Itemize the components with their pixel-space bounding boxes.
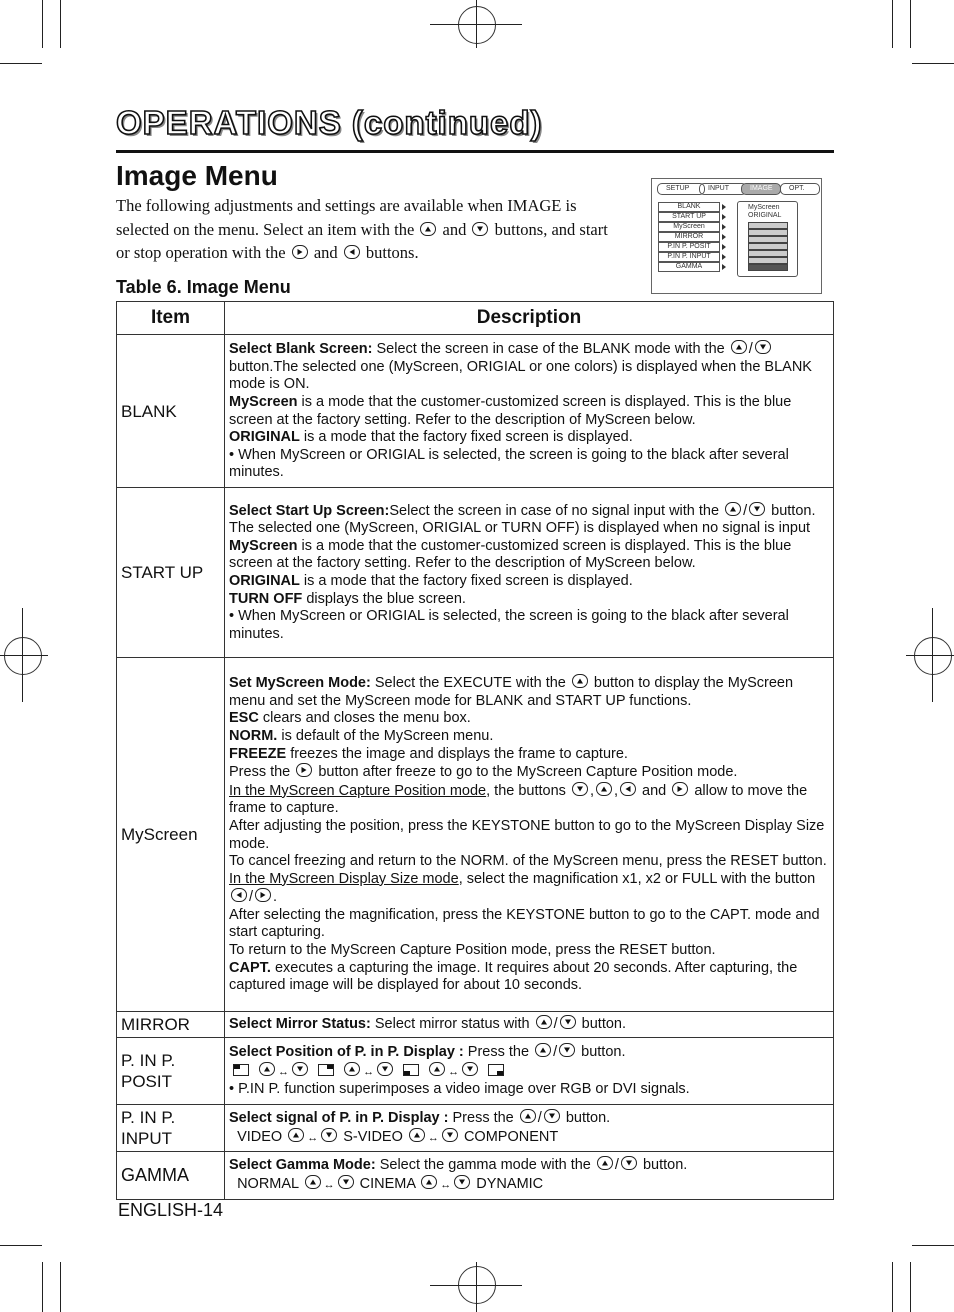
osd-menu-illustration — [651, 178, 822, 294]
down-button-icon — [560, 1015, 576, 1029]
up-button-icon — [535, 1043, 551, 1057]
table-row — [117, 1105, 834, 1152]
osd-color-bar — [748, 222, 788, 229]
crop-mark — [0, 1245, 42, 1246]
desc-blank: Select Blank Screen: Select the screen in case of the BLANK mode with the / button.The selected one (MyScreen, ORIGIAL or one colors) is displayed when the BLANK mode is ON. MyScreen is a mode that the customer-customized screen is displayed. This is the blue screen at the factory setting. Refer to the description of MyScreen below. ORIGINAL is a mode that the factory fixed screen is displayed. • When MyScreen or ORIGIAL is selected, the screen is going to the black after several minutes. — [225, 335, 834, 488]
registration-mark — [430, 1285, 522, 1286]
item-myscreen: MyScreen — [117, 658, 225, 1012]
table-row — [117, 335, 834, 488]
crop-mark — [912, 1245, 954, 1246]
up-button-icon — [536, 1015, 552, 1029]
registration-mark — [458, 6, 496, 44]
up-button-icon — [572, 674, 588, 688]
item-pinp-posit: P. IN P. POSIT — [117, 1038, 225, 1105]
osd-item-mirror: MIRROR — [658, 232, 720, 242]
left-button-icon — [231, 888, 247, 902]
osd-item-pinp-posit: P.IN P. POSIT — [658, 242, 720, 252]
up-button-icon — [596, 782, 612, 796]
down-button-icon — [338, 1175, 354, 1189]
up-button-icon — [429, 1062, 445, 1076]
double-arrow-icon: ↔ — [307, 1131, 319, 1144]
right-button-icon — [672, 782, 688, 796]
osd-color-bar — [748, 250, 788, 257]
registration-mark — [0, 655, 48, 656]
double-arrow-icon: ↔ — [278, 1065, 290, 1078]
up-button-icon — [420, 222, 436, 236]
down-button-icon — [749, 502, 765, 516]
crop-mark — [912, 63, 954, 64]
down-button-icon — [544, 1109, 560, 1123]
down-button-icon — [292, 1062, 308, 1076]
page-title: Image Menu — [116, 160, 278, 191]
item-startup: START UP — [117, 488, 225, 658]
up-button-icon — [305, 1175, 321, 1189]
osd-item-blank: BLANK — [658, 202, 720, 212]
down-button-icon — [572, 782, 588, 796]
up-button-icon — [409, 1128, 425, 1142]
osd-sub-myscreen: MyScreen — [748, 204, 780, 211]
bottom-left-position-icon — [403, 1064, 419, 1076]
table-row — [117, 1152, 834, 1200]
osd-sub-original: ORIGINAL — [748, 212, 782, 219]
registration-mark — [906, 655, 954, 656]
osd-item-gamma: GAMMA — [658, 262, 720, 272]
table-caption: Table 6. Image Menu — [116, 277, 291, 297]
registration-mark — [914, 637, 952, 675]
top-left-position-icon — [233, 1064, 249, 1076]
left-button-icon — [344, 245, 360, 259]
down-button-icon — [442, 1128, 458, 1142]
header-item: Item — [117, 302, 225, 335]
table-row — [117, 658, 834, 1012]
down-button-icon — [755, 340, 771, 354]
title-rule — [116, 150, 834, 153]
up-button-icon — [520, 1109, 536, 1123]
header-description: Description — [225, 302, 834, 335]
item-pinp-input: P. IN P. INPUT — [117, 1105, 225, 1152]
right-button-icon — [296, 763, 312, 777]
crop-mark — [892, 0, 893, 48]
osd-submenu — [737, 201, 798, 277]
right-button-icon — [292, 245, 308, 259]
up-button-icon — [344, 1062, 360, 1076]
up-button-icon — [725, 502, 741, 516]
crop-mark — [60, 0, 61, 48]
table-row — [117, 1038, 834, 1105]
up-button-icon — [597, 1156, 613, 1170]
down-button-icon — [454, 1175, 470, 1189]
double-arrow-icon: ↔ — [323, 1179, 335, 1191]
down-button-icon — [472, 222, 488, 236]
osd-tab-input: INPUT — [699, 183, 747, 195]
image-menu-table — [116, 301, 834, 1200]
page-number: ENGLISH-14 — [118, 1200, 224, 1220]
down-button-icon — [621, 1156, 637, 1170]
osd-color-bar — [748, 264, 788, 271]
down-button-icon — [377, 1062, 393, 1076]
intro-paragraph: The following adjustments and settings are available when IMAGE is selected on the menu. Select an item with the and buttons, and start or stop operation with the and buttons. — [116, 196, 608, 262]
bottom-right-position-icon — [488, 1064, 504, 1076]
osd-item-pinp-input: P.IN P. INPUT — [658, 252, 720, 262]
osd-color-bar — [748, 243, 788, 250]
item-blank: BLANK — [117, 335, 225, 488]
osd-color-bar — [748, 257, 788, 264]
table-header-row — [117, 302, 834, 335]
table-row — [117, 488, 834, 658]
desc-myscreen: Set MyScreen Mode: Select the EXECUTE with the button to display the MyScreen menu and set the MyScreen mode for BLANK and START UP functions. ESC clears and closes the menu box. NORM. is default of the MyScreen menu. FREEZE freezes the image and displays the frame to capture. Press the button after freeze to go to the MyScreen Capture Position mode. In the MyScreen Capture Position mode, the buttons , , and allow to move the frame to capture. After adjusting the position, press the KEYSTONE button to go to the MyScreen Display Size mode. To cancel freezing and return to the NORM. of the MyScreen menu, press the RESET button. In the MyScreen Display Size mode, select the magnification x1, x2 or FULL with the button / . After selecting the magnification, press the KEYSTONE button to go to the CAPT. mode and start capturing. To return to the MyScreen Capture Position mode, press the RESET button. CAPT. executes a capturing the image. It requires about 20 seconds. After capturing, the captured image will be displayed for about 10 seconds. — [225, 658, 834, 1012]
top-right-position-icon — [318, 1064, 334, 1076]
table-row — [117, 1012, 834, 1038]
down-button-icon — [462, 1062, 478, 1076]
section-title: OPERATIONS (continued) — [116, 104, 543, 141]
osd-tab-opt: OPT. — [780, 183, 820, 195]
registration-mark — [476, 1262, 477, 1312]
osd-tab-setup: SETUP — [657, 183, 705, 195]
right-button-icon — [255, 888, 271, 902]
crop-mark — [910, 1262, 911, 1312]
osd-color-bar — [748, 229, 788, 236]
osd-item-startup: START UP — [658, 212, 720, 222]
crop-mark — [42, 0, 43, 48]
up-button-icon — [288, 1128, 304, 1142]
desc-startup: Select Start Up Screen:Select the screen in case of no signal input with the / button. The selected one (MyScreen, ORIGIAL or TURN OFF) is displayed when no signal is input MyScreen is a mode that the customer-customized screen is displayed. This is the blue screen at the factory setting. Refer to the description of MyScreen below. ORIGINAL is a mode that the factory fixed screen is displayed. TURN OFF displays the blue screen. • When MyScreen or ORIGIAL is selected, the screen is going to the black after several minutes. — [225, 488, 834, 658]
item-mirror: MIRROR — [117, 1012, 225, 1038]
registration-mark — [4, 637, 42, 675]
desc-mirror: Select Mirror Status: Select mirror status with / button. — [225, 1012, 834, 1038]
crop-mark — [60, 1262, 61, 1312]
crop-mark — [892, 1262, 893, 1312]
double-arrow-icon: ↔ — [427, 1131, 439, 1144]
crop-mark — [910, 0, 911, 48]
double-arrow-icon: ↔ — [363, 1065, 375, 1078]
osd-item-myscreen: MyScreen — [658, 222, 720, 232]
osd-color-bar — [748, 236, 788, 243]
crop-mark — [42, 1262, 43, 1312]
down-button-icon — [321, 1128, 337, 1142]
down-button-icon — [559, 1043, 575, 1057]
up-button-icon — [421, 1175, 437, 1189]
left-button-icon — [620, 782, 636, 796]
osd-tab-image: IMAGE — [741, 183, 781, 195]
desc-gamma: Select Gamma Mode: Select the gamma mode with the / button. NORMAL ↔ CINEMA ↔ DYNAMIC — [225, 1152, 834, 1200]
desc-pinp-input: Select signal of P. in P. Display : Press the / button. VIDEO ↔ S-VIDEO ↔ COMPONENT — [225, 1105, 834, 1152]
desc-pinp-posit: Select Position of P. in P. Display : Press the / button. ↔ ↔ ↔ • P.IN P. function superimposes a video image over RGB or DVI signals. — [225, 1038, 834, 1105]
up-button-icon — [259, 1062, 275, 1076]
up-button-icon — [731, 340, 747, 354]
registration-mark — [430, 24, 522, 25]
item-gamma: GAMMA — [117, 1152, 225, 1200]
double-arrow-icon: ↔ — [440, 1179, 452, 1191]
double-arrow-icon: ↔ — [448, 1065, 460, 1078]
crop-mark — [0, 63, 42, 64]
